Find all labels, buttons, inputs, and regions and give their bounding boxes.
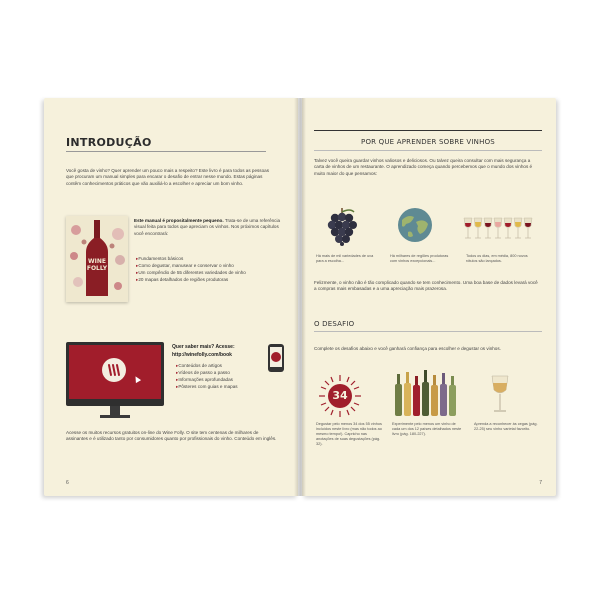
monitor-base [100, 415, 130, 418]
contents-list [136, 255, 276, 283]
list-item: ▸ Pôsteres com guias e mapas [176, 383, 286, 390]
wine-glasses-icon [462, 216, 542, 246]
fact-caption: Há milhares de regiões produtoras com vinhos excepcionais... [390, 254, 449, 263]
page-number: 6 [66, 480, 69, 486]
challenge-caption: Experimente pelo menos um vinho de cada um dos 12 países detalhados neste livro (pág. 180-227). [392, 422, 462, 436]
footer-paragraph: Acesse os muitos recursos gratuitos on-line do Wine Folly. O site tem centenas de milhares de assinantes e é utilizado tanto por consumidores quanto por profissionais do vinho. Conteúdo em inglês. [66, 430, 277, 442]
challenge-paragraph: Complete os desafios abaixo e você ganhará confiança para escolher e degustar os vinhos. [314, 346, 501, 351]
book-cover-image [66, 216, 128, 302]
fact-caption: Todos os dias, em média, 800 novos rótulos são lançados. [466, 254, 528, 263]
cover-title: WINE FOLLY [86, 258, 108, 272]
wine-folly-logo-icon [271, 352, 281, 362]
challenge-title: O DESAFIO [314, 320, 355, 328]
grape-cluster-icon [324, 206, 360, 246]
left-page [44, 98, 298, 496]
section-bottom-rule [314, 150, 542, 151]
challenge-caption: Aprenda a reconhecer às cegas (pág. 22-25) seu vinho varietal favorito. [474, 422, 538, 431]
challenge-caption: Degustar pelo menos 34 dos 55 vinhos incluídos neste livro (mas não todos ao mesmo tempo!). Capricho nas anotações de suas degustações (pág. 32). [316, 422, 382, 446]
book-url-link[interactable]: http://winefolly.com/book [172, 352, 232, 358]
book-spine-shadow [294, 98, 306, 496]
monitor-stand [110, 406, 120, 415]
open-book [44, 98, 556, 496]
wine-folly-logo-icon [102, 358, 126, 382]
globe-icon [398, 208, 432, 242]
page-title: INTRODUÇÃO [66, 136, 152, 149]
manual-text: Trata-se de uma referência visual feita para todos que apreciam os vinhos. Nos próximos capítulos você encontrará: [134, 218, 281, 236]
list-item: ▸ Conteúdos de artigos [176, 362, 286, 369]
wine-bottles-icon [394, 370, 464, 418]
manual-heading: Este manual é propositalmente pequeno. [134, 218, 224, 223]
list-item: ▸ 20 mapas detalhados de regiões produtoras [136, 276, 276, 283]
monitor-illustration [66, 342, 164, 422]
intro-paragraph: Você gosta de vinho? Quer aprender um pouco mais a respeito? Este livro é para todos as pessoas que procuram um manual simples para encarar o desafio de entrar nesse mundo. Estas páginas contêm conhecimentos práticos que vão auxiliá-lo a escolher e apreciar um bom vinho. [66, 168, 270, 186]
right-page [302, 98, 556, 496]
why-intro-paragraph: Talvez você queira guardar vinhos valiosos e deliciosos. Ou talvez queira consultar com mais segurança a carta de vinhos de um restaurante. O aprendizado começa quando percebemos que o mundo dos vinhos é muito maior do que pensamos: [314, 158, 533, 176]
list-item: ▸ Fundamentos básicos [136, 255, 276, 262]
section-top-rule [314, 130, 542, 131]
page-number: 7 [539, 480, 542, 486]
list-item: ▸ Como degustar, manusear e conservar o vinho [136, 262, 276, 269]
burst-badge-icon [318, 374, 362, 418]
title-divider [66, 151, 266, 152]
fact-caption: Há mais de mil variedades de uva para a escolha... [316, 254, 374, 263]
knowledge-paragraph: Felizmente, o vinho não é tão complicado quando se tem conhecimento. Uma boa base de dados levará você a compras mais embasadas e a uma apreciação mais prazerosa. [314, 280, 538, 292]
badge-number: 34 [332, 389, 348, 402]
resources-list [176, 362, 286, 390]
section-title: POR QUE APRENDER SOBRE VINHOS [361, 138, 495, 146]
manual-paragraph [134, 218, 282, 237]
challenge-rule [314, 331, 542, 332]
more-heading: Quer saber mais? Acesse: [172, 344, 235, 350]
list-item: ▸ Um compêndio de 55 diferentes variedades de vinho [136, 269, 276, 276]
tasting-glass-icon [488, 374, 512, 416]
list-item: ▸ Informações aprofundadas [176, 376, 286, 383]
list-item: ▸ Vídeos de passo a passo [176, 369, 286, 376]
